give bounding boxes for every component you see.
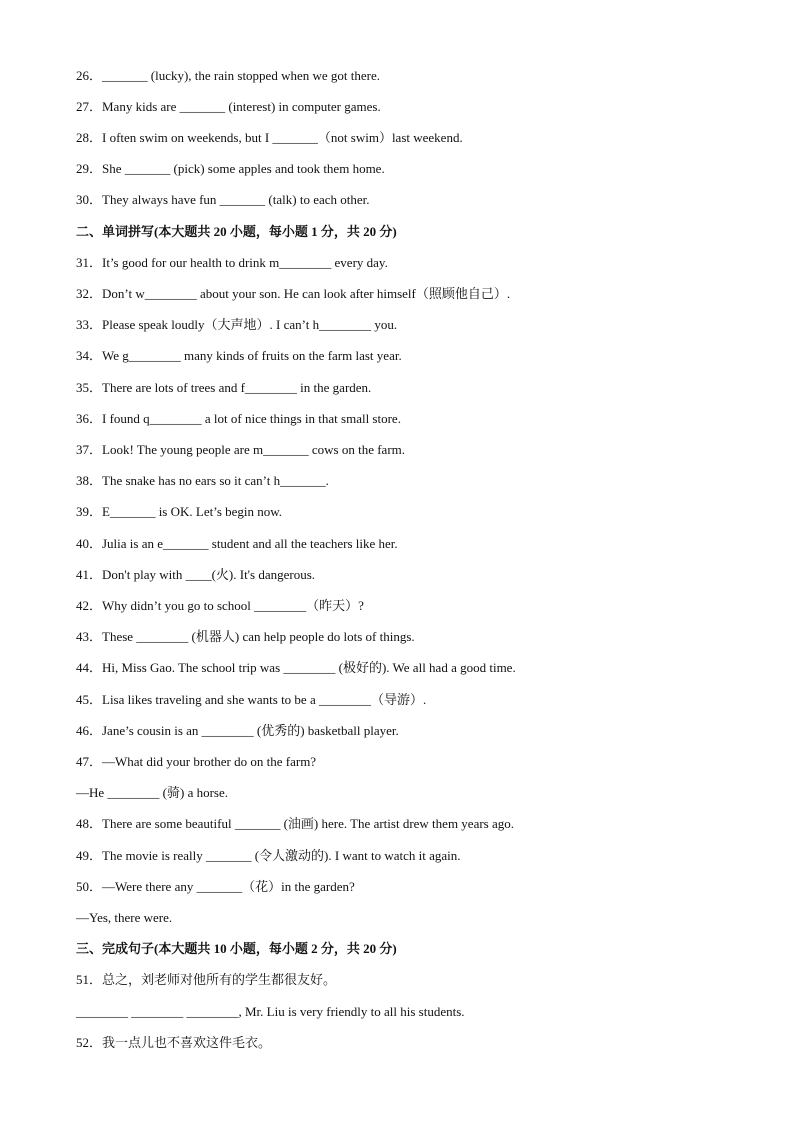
- question-45: 45．Lisa likes traveling and she wants to be a ________（导游）.: [76, 692, 427, 707]
- question-26: 26．_______ (lucky), the rain stopped when we got there.: [76, 68, 380, 83]
- question-28: 28．I often swim on weekends, but I _______（not swim）last weekend.: [76, 130, 463, 145]
- question-29: 29．She _______ (pick) some apples and took them home.: [76, 161, 385, 176]
- question-41: 41．Don't play with ____(火). It's dangerous.: [76, 567, 316, 582]
- question-36: 36．I found q________ a lot of nice things in that small store.: [76, 411, 401, 426]
- question-44: 44．Hi, Miss Gao. The school trip was ________ (极好的). We all had a good time.: [76, 660, 516, 675]
- question-42: 42．Why didn’t you go to school ________（昨天）?: [76, 598, 364, 613]
- question-31: 31．It’s good for our health to drink m________ every day.: [76, 255, 388, 270]
- question-51-answer-line: ________ ________ ________, Mr. Liu is very friendly to all his students.: [76, 1004, 465, 1019]
- question-32: 32．Don’t w________ about your son. He can look after himself（照顾他自己）.: [76, 286, 511, 301]
- question-50-answer-line: —Yes, there were.: [76, 910, 173, 925]
- question-50: 50．—Were there any _______（花）in the garden?: [76, 879, 355, 894]
- question-52: 52．我一点儿也不喜欢这件毛衣。: [76, 1035, 272, 1050]
- question-35: 35．There are lots of trees and f________ in the garden.: [76, 380, 372, 395]
- question-46: 46．Jane’s cousin is an ________ (优秀的) basketball player.: [76, 723, 399, 738]
- question-38: 38．The snake has no ears so it can’t h_______.: [76, 473, 329, 488]
- section-heading-spelling: 二、单词拼写(本大题共 20 小题，每小题 1 分，共 20 分): [76, 224, 397, 239]
- question-30: 30．They always have fun _______ (talk) to each other.: [76, 192, 370, 207]
- question-37: 37．Look! The young people are m_______ cows on the farm.: [76, 442, 406, 457]
- question-33: 33．Please speak loudly（大声地）. I can’t h________ you.: [76, 317, 398, 332]
- question-51: 51．总之，刘老师对他所有的学生都很友好。: [76, 972, 337, 987]
- question-47: 47．—What did your brother do on the farm?: [76, 754, 317, 769]
- question-39: 39．E_______ is OK. Let’s begin now.: [76, 504, 283, 519]
- question-47-answer-line: —He ________ (骑) a horse.: [76, 785, 228, 800]
- question-48: 48．There are some beautiful _______ (油画) here. The artist drew them years ago.: [76, 816, 515, 831]
- question-27: 27．Many kids are _______ (interest) in computer games.: [76, 99, 381, 114]
- section-heading-sentences: 三、完成句子(本大题共 10 小题，每小题 2 分，共 20 分): [76, 941, 397, 956]
- question-43: 43．These ________ (机器人) can help people do lots of things.: [76, 629, 415, 644]
- question-49: 49．The movie is really _______ (令人激动的). I want to watch it again.: [76, 848, 461, 863]
- question-40: 40．Julia is an e_______ student and all the teachers like her.: [76, 536, 398, 551]
- question-34: 34．We g________ many kinds of fruits on the farm last year.: [76, 348, 402, 363]
